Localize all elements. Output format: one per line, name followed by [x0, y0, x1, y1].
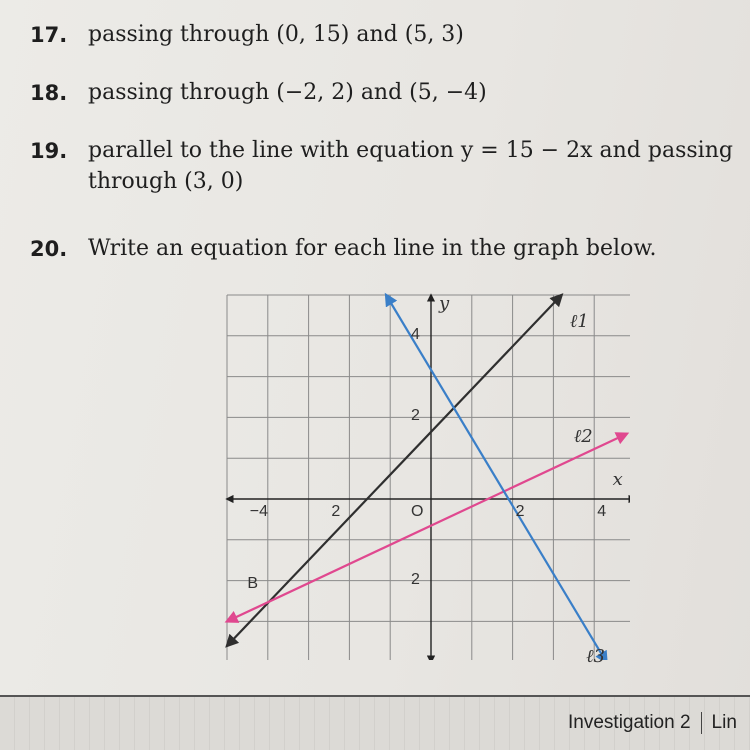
y-tick-label: 4: [411, 325, 420, 343]
line-label-3: ℓ3: [586, 645, 605, 667]
footer-next: Lin: [711, 712, 737, 734]
footer-investigation: Investigation 2: [568, 712, 691, 734]
problem-17: [30, 20, 464, 51]
x-tick-label: 4: [597, 503, 607, 520]
coordinate-graph: [220, 290, 630, 667]
graph-line-1: [227, 295, 562, 646]
x-tick-label: −4: [249, 503, 269, 520]
y-axis-label: y: [439, 293, 450, 314]
y-tick-label: 2: [411, 407, 420, 425]
footer-separator: [701, 712, 702, 734]
line-label-1: ℓ1: [569, 311, 589, 333]
problem-number: 17.: [30, 23, 68, 47]
x-axis-label: x: [612, 469, 623, 490]
problem-text: parallel to the line with equation y = 15 − 2x and passing: [88, 138, 733, 163]
problem-number: 18.: [30, 81, 68, 105]
problem-number: 19.: [30, 139, 68, 163]
problem-18: [30, 78, 487, 109]
x-tick-label: 2: [331, 503, 341, 520]
footer-label: [568, 712, 737, 734]
problem-text: passing through (0, 15) and (5, 3): [88, 22, 464, 47]
problem-19-continuation: through (3, 0): [88, 169, 244, 194]
origin-label: O: [411, 503, 424, 520]
problem-19: [30, 136, 733, 167]
graph-line-3: [386, 295, 606, 660]
point-label-b: B: [247, 574, 259, 592]
graph-canvas: [220, 290, 630, 660]
x-tick-label: 2: [515, 503, 525, 520]
y-tick-label: 2: [411, 570, 420, 588]
problem-number: 20.: [30, 237, 68, 261]
problem-text: passing through (−2, 2) and (5, −4): [88, 80, 487, 105]
problem-20: [30, 234, 657, 265]
problem-text: Write an equation for each line in the graph below.: [88, 236, 657, 261]
line-label-2: ℓ2: [573, 425, 593, 447]
graph-line-2: [227, 434, 627, 622]
